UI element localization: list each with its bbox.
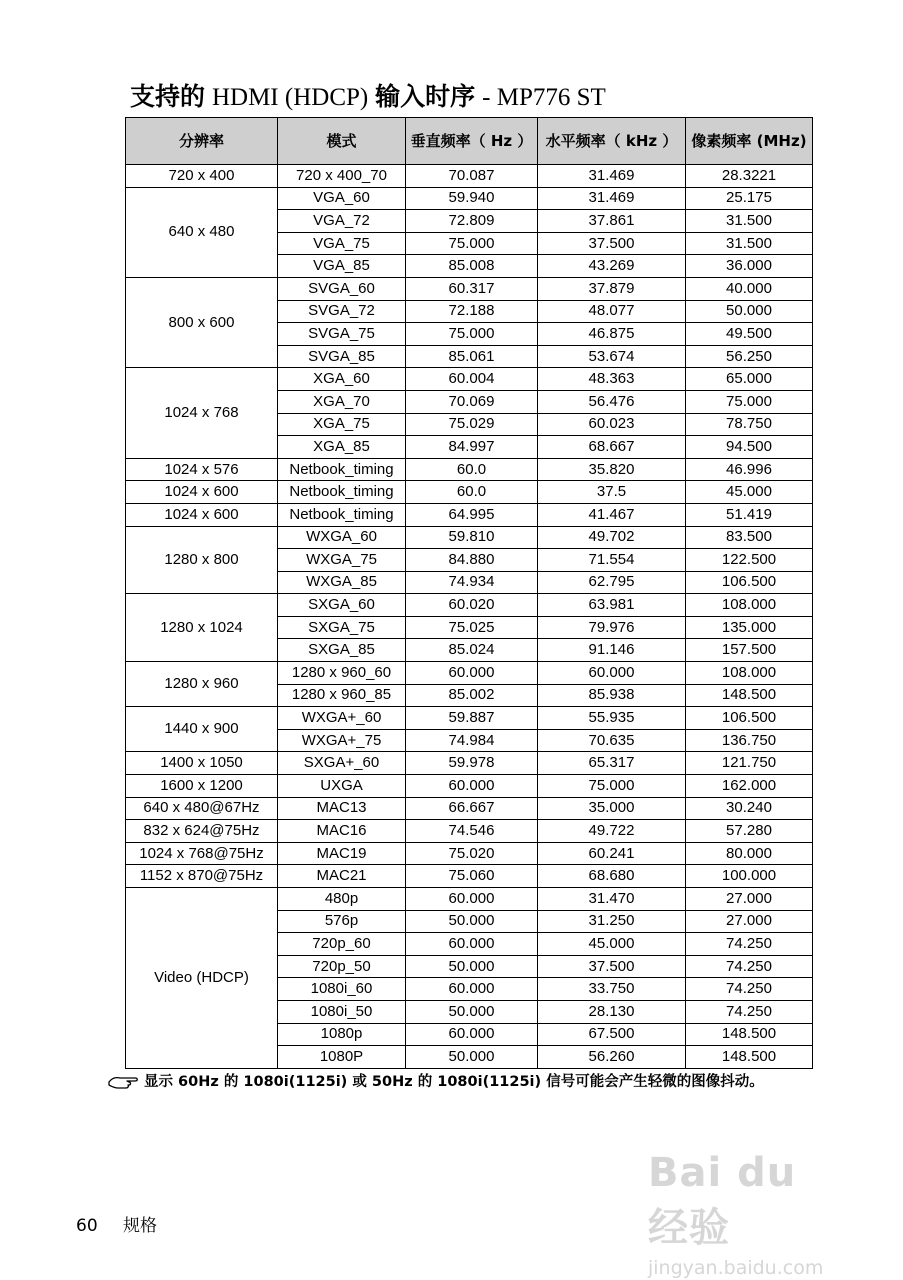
table-row [126,458,813,481]
mode-cell: 576p [278,910,406,933]
mode-cell: VGA_60 [278,187,406,210]
timing-table [125,117,813,1069]
mode-cell: MAC16 [278,820,406,843]
pixel-frequency-cell: 40.000 [686,277,813,300]
mode-cell: SVGA_60 [278,277,406,300]
vertical-frequency-cell: 74.934 [406,571,538,594]
vertical-frequency-cell: 59.978 [406,752,538,775]
horizontal-frequency-cell: 75.000 [538,775,686,798]
mode-cell: WXGA_75 [278,549,406,572]
table-header-row [126,118,813,165]
resolution-cell: 1024 x 600 [126,481,278,504]
footnote-text: 显示 60Hz 的 1080i(1125i) 或 50Hz 的 1080i(1125i) 信号可能会产生轻微的图像抖动。 [144,1074,764,1090]
vertical-frequency-cell: 50.000 [406,955,538,978]
pixel-frequency-cell: 56.250 [686,345,813,368]
pixel-frequency-cell: 122.500 [686,549,813,572]
horizontal-frequency-cell: 37.879 [538,277,686,300]
mode-cell: 480p [278,888,406,911]
mode-cell: Netbook_timing [278,503,406,526]
horizontal-frequency-cell: 35.000 [538,797,686,820]
table-row [126,503,813,526]
horizontal-frequency-cell: 37.5 [538,481,686,504]
resolution-cell: Video (HDCP) [126,888,278,1069]
pixel-frequency-cell: 100.000 [686,865,813,888]
pixel-frequency-cell: 106.500 [686,571,813,594]
pixel-frequency-cell: 94.500 [686,436,813,459]
pixel-frequency-cell: 74.250 [686,978,813,1001]
table-row [126,368,813,391]
pixel-frequency-cell: 25.175 [686,187,813,210]
vertical-frequency-cell: 75.000 [406,232,538,255]
horizontal-frequency-cell: 41.467 [538,503,686,526]
watermark-url: jingyan.baidu.com [648,1257,824,1279]
pixel-frequency-cell: 74.250 [686,933,813,956]
vertical-frequency-cell: 60.020 [406,594,538,617]
mode-cell: XGA_60 [278,368,406,391]
vertical-frequency-cell: 85.008 [406,255,538,278]
horizontal-frequency-cell: 31.470 [538,888,686,911]
mode-cell: VGA_85 [278,255,406,278]
page-number: 60 [76,1216,98,1236]
vertical-frequency-cell: 50.000 [406,1046,538,1069]
horizontal-frequency-cell: 49.702 [538,526,686,549]
vertical-frequency-cell: 72.809 [406,210,538,233]
table-row [126,481,813,504]
pixel-frequency-cell: 121.750 [686,752,813,775]
mode-cell: MAC13 [278,797,406,820]
mode-cell: XGA_85 [278,436,406,459]
horizontal-frequency-cell: 71.554 [538,549,686,572]
mode-cell: 720p_50 [278,955,406,978]
resolution-cell: 1152 x 870@75Hz [126,865,278,888]
horizontal-frequency-cell: 56.260 [538,1046,686,1069]
horizontal-frequency-cell: 31.469 [538,165,686,188]
mode-cell: 1080i_60 [278,978,406,1001]
resolution-cell: 800 x 600 [126,277,278,367]
pixel-frequency-cell: 135.000 [686,616,813,639]
table-row [126,526,813,549]
table-row [126,277,813,300]
resolution-cell: 640 x 480 [126,187,278,277]
vertical-frequency-cell: 60.317 [406,277,538,300]
pixel-frequency-cell: 65.000 [686,368,813,391]
pixel-frequency-cell: 36.000 [686,255,813,278]
vertical-frequency-cell: 59.940 [406,187,538,210]
mode-cell: WXGA_60 [278,526,406,549]
pixel-frequency-cell: 148.500 [686,684,813,707]
pixel-frequency-cell: 74.250 [686,955,813,978]
vertical-frequency-cell: 50.000 [406,1000,538,1023]
footnote [108,1070,764,1091]
horizontal-frequency-cell: 68.667 [538,436,686,459]
vertical-frequency-cell: 84.997 [406,436,538,459]
page-title [130,80,606,115]
vertical-frequency-cell: 70.069 [406,390,538,413]
horizontal-frequency-cell: 37.500 [538,955,686,978]
horizontal-frequency-cell: 45.000 [538,933,686,956]
horizontal-frequency-cell: 85.938 [538,684,686,707]
resolution-cell: 1280 x 800 [126,526,278,594]
vertical-frequency-cell: 66.667 [406,797,538,820]
title-part4: - MP776 ST [482,84,606,111]
table-row [126,752,813,775]
vertical-frequency-cell: 85.024 [406,639,538,662]
pixel-frequency-cell: 148.500 [686,1023,813,1046]
header-mode: 模式 [278,118,406,165]
pixel-frequency-cell: 46.996 [686,458,813,481]
vertical-frequency-cell: 59.810 [406,526,538,549]
resolution-cell: 1400 x 1050 [126,752,278,775]
horizontal-frequency-cell: 31.250 [538,910,686,933]
pixel-frequency-cell: 136.750 [686,729,813,752]
mode-cell: WXGA_85 [278,571,406,594]
pixel-frequency-cell: 28.3221 [686,165,813,188]
table-row [126,165,813,188]
vertical-frequency-cell: 75.020 [406,842,538,865]
pixel-frequency-cell: 80.000 [686,842,813,865]
resolution-cell: 1280 x 1024 [126,594,278,662]
pixel-frequency-cell: 49.500 [686,323,813,346]
horizontal-frequency-cell: 48.077 [538,300,686,323]
mode-cell: SVGA_75 [278,323,406,346]
pixel-frequency-cell: 74.250 [686,1000,813,1023]
horizontal-frequency-cell: 68.680 [538,865,686,888]
horizontal-frequency-cell: 56.476 [538,390,686,413]
horizontal-frequency-cell: 60.241 [538,842,686,865]
horizontal-frequency-cell: 67.500 [538,1023,686,1046]
mode-cell: MAC21 [278,865,406,888]
table-row [126,820,813,843]
header-pixel-frequency: 像素频率 (MHz) [686,118,813,165]
horizontal-frequency-cell: 35.820 [538,458,686,481]
horizontal-frequency-cell: 62.795 [538,571,686,594]
mode-cell: MAC19 [278,842,406,865]
pixel-frequency-cell: 106.500 [686,707,813,730]
horizontal-frequency-cell: 91.146 [538,639,686,662]
resolution-cell: 832 x 624@75Hz [126,820,278,843]
watermark-logo: Bai du 经验 [648,1150,797,1251]
page-footer [76,1211,177,1236]
vertical-frequency-cell: 60.000 [406,1023,538,1046]
horizontal-frequency-cell: 55.935 [538,707,686,730]
table-row [126,888,813,911]
pixel-frequency-cell: 27.000 [686,910,813,933]
title-part2: HDMI (HDCP) [211,84,369,111]
horizontal-frequency-cell: 79.976 [538,616,686,639]
mode-cell: 1280 x 960_60 [278,662,406,685]
vertical-frequency-cell: 60.000 [406,662,538,685]
header-horizontal-frequency: 水平频率（ kHz ） [538,118,686,165]
mode-cell: XGA_75 [278,413,406,436]
horizontal-frequency-cell: 63.981 [538,594,686,617]
title-part3: 输入时序 [375,82,476,111]
mode-cell: SXGA_75 [278,616,406,639]
mode-cell: SXGA+_60 [278,752,406,775]
mode-cell: 720p_60 [278,933,406,956]
mode-cell: UXGA [278,775,406,798]
pixel-frequency-cell: 57.280 [686,820,813,843]
mode-cell: WXGA+_75 [278,729,406,752]
mode-cell: SVGA_85 [278,345,406,368]
pixel-frequency-cell: 162.000 [686,775,813,798]
pixel-frequency-cell: 108.000 [686,662,813,685]
horizontal-frequency-cell: 53.674 [538,345,686,368]
pixel-frequency-cell: 108.000 [686,594,813,617]
pixel-frequency-cell: 51.419 [686,503,813,526]
pixel-frequency-cell: 75.000 [686,390,813,413]
horizontal-frequency-cell: 37.861 [538,210,686,233]
mode-cell: Netbook_timing [278,458,406,481]
mode-cell: Netbook_timing [278,481,406,504]
pixel-frequency-cell: 30.240 [686,797,813,820]
resolution-cell: 1024 x 768@75Hz [126,842,278,865]
mode-cell: XGA_70 [278,390,406,413]
pixel-frequency-cell: 148.500 [686,1046,813,1069]
vertical-frequency-cell: 60.0 [406,481,538,504]
horizontal-frequency-cell: 60.023 [538,413,686,436]
resolution-cell: 1280 x 960 [126,662,278,707]
mode-cell: SVGA_72 [278,300,406,323]
horizontal-frequency-cell: 46.875 [538,323,686,346]
pixel-frequency-cell: 50.000 [686,300,813,323]
table-row [126,594,813,617]
horizontal-frequency-cell: 49.722 [538,820,686,843]
vertical-frequency-cell: 60.0 [406,458,538,481]
horizontal-frequency-cell: 37.500 [538,232,686,255]
vertical-frequency-cell: 60.000 [406,888,538,911]
pixel-frequency-cell: 31.500 [686,232,813,255]
table-row [126,775,813,798]
table-row [126,797,813,820]
vertical-frequency-cell: 64.995 [406,503,538,526]
pixel-frequency-cell: 83.500 [686,526,813,549]
horizontal-frequency-cell: 60.000 [538,662,686,685]
mode-cell: 720 x 400_70 [278,165,406,188]
horizontal-frequency-cell: 48.363 [538,368,686,391]
resolution-cell: 640 x 480@67Hz [126,797,278,820]
vertical-frequency-cell: 75.025 [406,616,538,639]
vertical-frequency-cell: 60.000 [406,978,538,1001]
section-name: 规格 [123,1216,158,1236]
vertical-frequency-cell: 60.000 [406,933,538,956]
vertical-frequency-cell: 74.984 [406,729,538,752]
pixel-frequency-cell: 157.500 [686,639,813,662]
vertical-frequency-cell: 50.000 [406,910,538,933]
horizontal-frequency-cell: 28.130 [538,1000,686,1023]
vertical-frequency-cell: 59.887 [406,707,538,730]
resolution-cell: 720 x 400 [126,165,278,188]
vertical-frequency-cell: 75.060 [406,865,538,888]
resolution-cell: 1024 x 576 [126,458,278,481]
resolution-cell: 1440 x 900 [126,707,278,752]
vertical-frequency-cell: 85.002 [406,684,538,707]
pointing-hand-icon [108,1073,140,1089]
header-resolution: 分辨率 [126,118,278,165]
pixel-frequency-cell: 78.750 [686,413,813,436]
table-row [126,842,813,865]
vertical-frequency-cell: 75.000 [406,323,538,346]
mode-cell: 1080P [278,1046,406,1069]
title-part1: 支持的 [130,82,206,111]
vertical-frequency-cell: 60.004 [406,368,538,391]
mode-cell: VGA_75 [278,232,406,255]
vertical-frequency-cell: 60.000 [406,775,538,798]
horizontal-frequency-cell: 31.469 [538,187,686,210]
vertical-frequency-cell: 85.061 [406,345,538,368]
vertical-frequency-cell: 84.880 [406,549,538,572]
mode-cell: WXGA+_60 [278,707,406,730]
table-body [126,165,813,1069]
header-vertical-frequency: 垂直频率（ Hz ） [406,118,538,165]
mode-cell: SXGA_60 [278,594,406,617]
vertical-frequency-cell: 70.087 [406,165,538,188]
mode-cell: 1280 x 960_85 [278,684,406,707]
horizontal-frequency-cell: 65.317 [538,752,686,775]
pixel-frequency-cell: 45.000 [686,481,813,504]
table-row [126,662,813,685]
pixel-frequency-cell: 31.500 [686,210,813,233]
vertical-frequency-cell: 72.188 [406,300,538,323]
horizontal-frequency-cell: 43.269 [538,255,686,278]
mode-cell: SXGA_85 [278,639,406,662]
vertical-frequency-cell: 75.029 [406,413,538,436]
horizontal-frequency-cell: 33.750 [538,978,686,1001]
table-row [126,187,813,210]
vertical-frequency-cell: 74.546 [406,820,538,843]
mode-cell: VGA_72 [278,210,406,233]
mode-cell: 1080p [278,1023,406,1046]
table-row [126,707,813,730]
horizontal-frequency-cell: 70.635 [538,729,686,752]
mode-cell: 1080i_50 [278,1000,406,1023]
resolution-cell: 1024 x 768 [126,368,278,458]
table-row [126,865,813,888]
pixel-frequency-cell: 27.000 [686,888,813,911]
resolution-cell: 1024 x 600 [126,503,278,526]
watermark [648,1150,848,1279]
resolution-cell: 1600 x 1200 [126,775,278,798]
